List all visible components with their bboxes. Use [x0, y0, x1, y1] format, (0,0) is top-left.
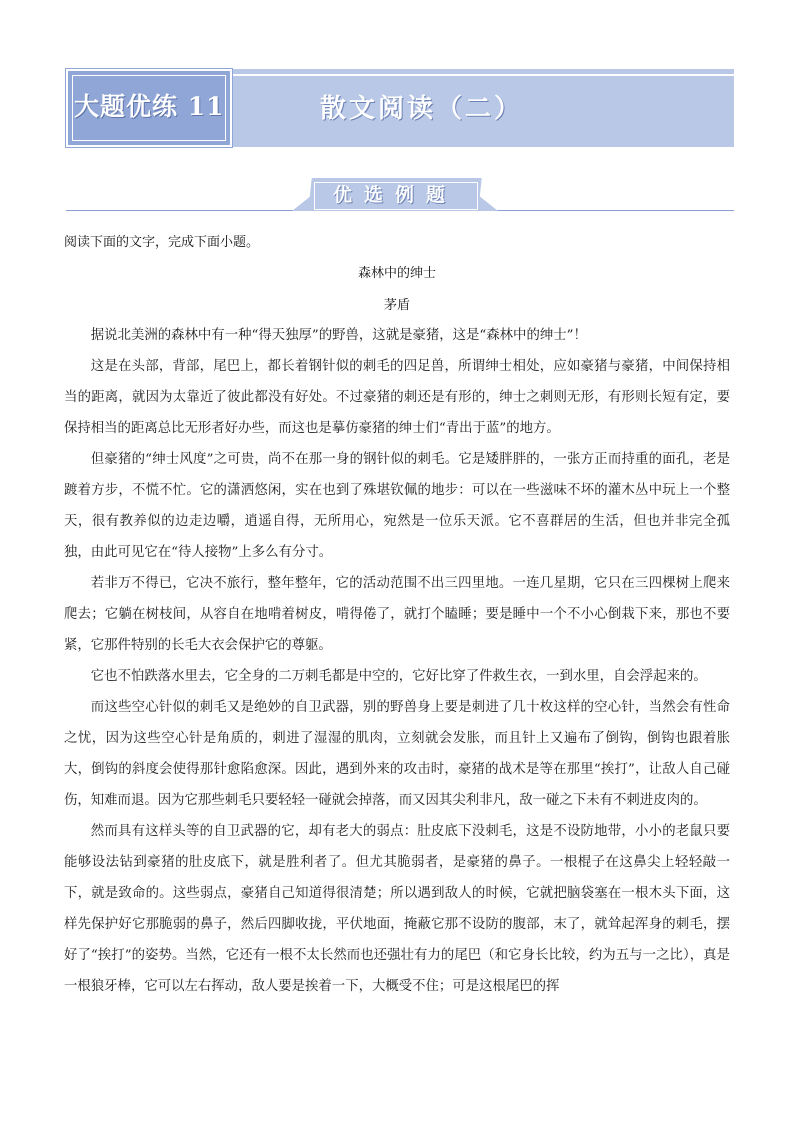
page-title: 散文阅读（二） — [320, 94, 524, 124]
paragraph: 据说北美洲的森林中有一种“得天独厚”的野兽，这就是豪猪，这是“森林中的绅士”！ — [90, 328, 587, 343]
article-title: 森林中的绅士 — [357, 266, 436, 281]
section-tab-label: 优选例题 — [332, 184, 457, 206]
banner-label: 大题优练 11 — [74, 92, 225, 121]
paragraph: 这是在头部，背部，尾巴上，都长着钢针似的刺毛的四足兽，所谓绅士相处，应如豪猪与豪猪，中间保持相当的距离，就因为太靠近了彼此都没有好处。不过豪猪的刺还是有形的，绅士之刺则无形，有形则长短有定，要保持相当的距离总比无形者好办些，而这也是摹仿豪猪的绅士们“青出于蓝”的地方。 — [64, 359, 730, 436]
paragraph: 若非万不得已，它决不旅行，整年整年，它的活动范围不出三四里地。一连几星期，它只在三四棵树上爬来爬去；它躺在树枝间，从容自在地啃着树皮，啃得倦了，就打个瞌睡；要是睡中一个不小心倒栽下来，那也不要紧，它那件特别的长毛大衣会保护它的尊躯。 — [64, 576, 730, 653]
paragraph: 但豪猪的“绅士风度”之可贵，尚不在那一身的钢针似的刺毛。它是矮胖胖的，一张方正而持重的面孔，老是踱着方步，不慌不忙。它的潇洒悠闲，实在也到了殊堪钦佩的地步：可以在一些滋味不坏的灌木丛中玩上一个整天，很有教养似的边走边嚼，逍遥自得，无所用心，宛然是一位乐天派。它不喜群居的生活，但也并非完全孤独，由此可见它在“待人接物”上多么有分寸。 — [64, 452, 730, 560]
paragraph: 然而具有这样头等的自卫武器的它，却有老大的弱点：肚皮底下没刺毛，这是不设防地带，小小的老鼠只要能够设法钻到豪猪的肚皮底下，就是胜利者了。但尤其脆弱者，是豪猪的鼻子。一根棍子在这鼻尖上轻轻敲一下，就是致命的。这些弱点，豪猪自己知道得很清楚；所以遇到敌人的时候，它就把脑袋塞在一根木头下面，这样先保护好它那脆弱的鼻子，然后四脚收拢，平伏地面，掩蔽它那不设防的腹部，末了，就耸起浑身的刺毛，摆好了“挨打”的姿势。当然，它还有一根不太长然而也还强壮有力的尾巴（和它身长比较，约为五与一之比），真是一根狼牙棒，它可以左右挥动，敌人要是挨着一下，大概受不住；可是这根尾巴的挥 — [64, 824, 730, 994]
article-author: 茅盾 — [383, 298, 410, 313]
instruction-text: 阅读下面的文字，完成下面小题。 — [64, 235, 260, 250]
tab-wing-right — [478, 195, 498, 211]
article-body — [64, 320, 730, 1002]
paragraph: 而这些空心针似的刺毛又是绝妙的自卫武器，别的野兽身上要是刺进了几十枚这样的空心针，当然会有性命之忧，因为这些空心针是角质的，刺进了湿湿的肌肉，立刻就会发胀，而且针上又遍布了倒钩，倒钩也跟着胀大，倒钩的斜度会使得那针愈陷愈深。因此，遇到外来的攻击时，豪猪的战术是等在那里“挨打”，让敌人自己碰伤，知难而退。因为它那些刺毛只要轻轻一碰就会掉落，而又因其尖利非凡，敌一碰之下未有不刺进皮肉的。 — [64, 700, 730, 808]
paragraph: 它也不怕跌落水里去，它全身的二万刺毛都是中空的，它好比穿了件救生衣，一到水里，自会浮起来的。 — [90, 669, 707, 684]
banner-divider — [232, 74, 734, 76]
